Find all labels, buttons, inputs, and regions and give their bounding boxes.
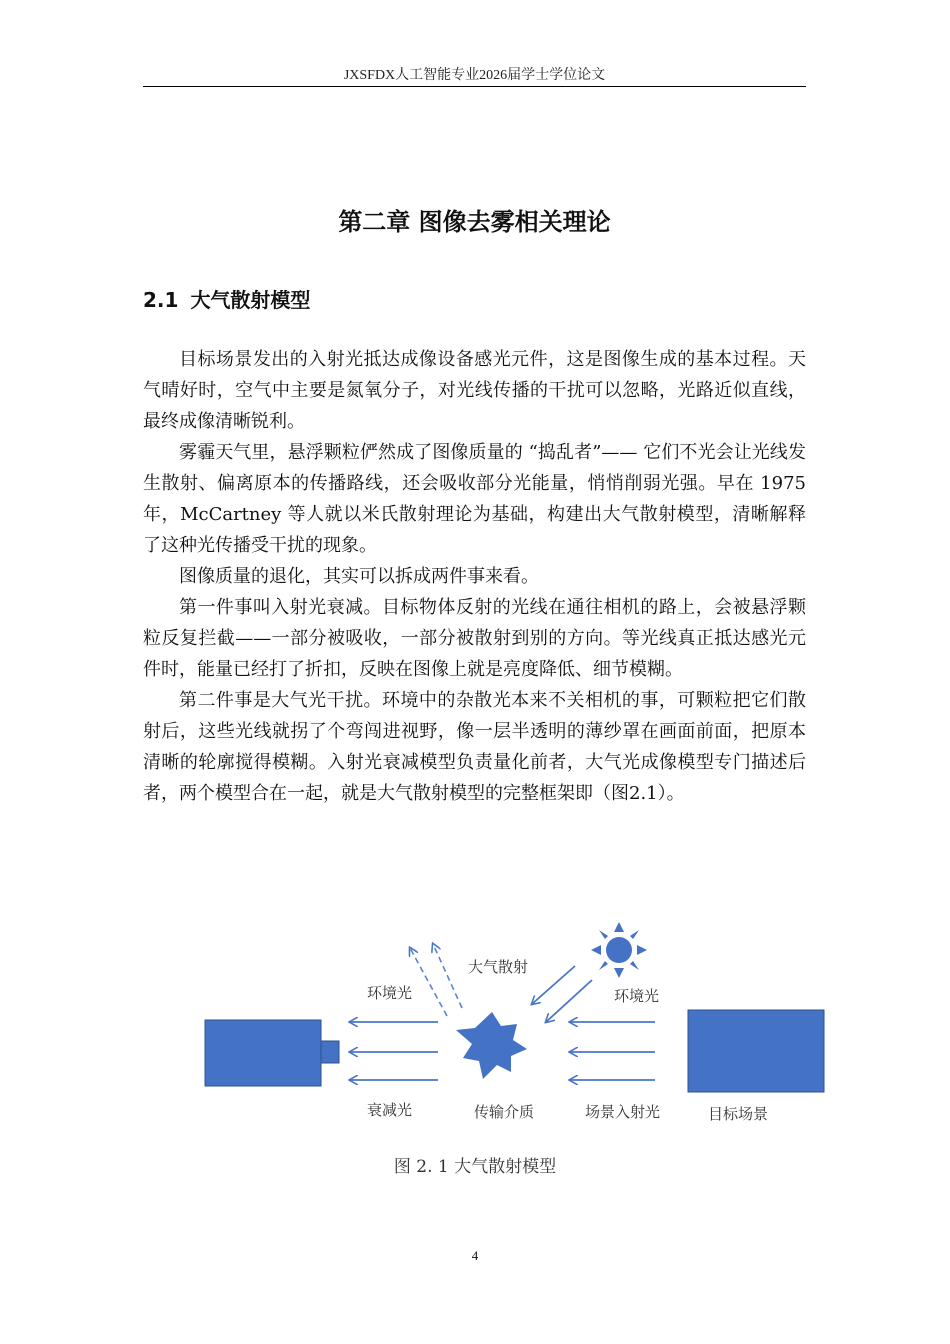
label-target-scene: 目标场景 [708, 1105, 769, 1123]
medium-star-icon [456, 1012, 527, 1079]
paragraph: 图像质量的退化，其实可以拆成两件事来看。 [179, 566, 539, 587]
header-rule [143, 86, 806, 87]
label-ambient-light-left: 环境光 [367, 984, 413, 1002]
section-heading [143, 284, 310, 313]
body-text [143, 344, 806, 809]
figure-caption: 图 2. 1 大气散射模型 [393, 1157, 557, 1177]
sun-icon [591, 922, 647, 978]
paragraph: 目标场景发出的入射光抵达成像设备感光元件，这是图像生成的基本过程。天气晴好时，空气中主要是氮氧分子，对光线传播的干扰可以忽略，光路近似直线，最终成像清晰锐利。 [143, 349, 806, 432]
chapter-title: 第二章 图像去雾相关理论 [338, 208, 611, 236]
running-header: JXSFDX人工智能专业2026届学士学位论文 [343, 68, 606, 83]
label-atmospheric-scattering: 大气散射 [468, 958, 529, 976]
paragraph: 第一件事叫入射光衰减。目标物体反射的光线在通往相机的路上，会被悬浮颗粒反复拦截——一部分被吸收，一部分被散射到别的方向。等光线真正抵达感光元件时，能量已经打了折扣，反映在图像上就是亮度降低、细节模糊。 [143, 597, 806, 680]
page-number: 4 [471, 1248, 479, 1263]
camera-icon [205, 1020, 339, 1086]
label-scene-incident-light: 场景入射光 [585, 1103, 661, 1121]
ambient-arrow [532, 966, 575, 1004]
section-number: 2.1 [143, 288, 179, 312]
label-ambient-light-right: 环境光 [614, 987, 660, 1005]
section-title: 大气散射模型 [190, 288, 311, 312]
scatter-arrow [410, 948, 447, 1016]
paragraph: 第二件事是大气光干扰。环境中的杂散光本来不关相机的事，可颗粒把它们散射后，这些光线就拐了个弯闯进视野，像一层半透明的薄纱罩在画面前面，把原本清晰的轮廓搅得模糊。入射光衰减模型负责量化前者，大气光成像模型专门描述后者，两个模型合在一起，就是大气散射模型的完整框架即（图2.1）。 [143, 690, 806, 804]
label-attenuated-light: 衰减光 [367, 1101, 413, 1119]
paragraph: 雾霾天气里，悬浮颗粒俨然成了图像质量的 “捣乱者”—— 它们不光会让光线发生散射、偏离原本的传播路线，还会吸收部分光能量，悄悄削弱光强。早在 1975 年，McCartney 等人就以米氏散射理论为基础，构建出大气散射模型，清晰解释了这种光传播受干扰的现象。 [143, 442, 806, 556]
label-medium: 传输介质 [474, 1103, 535, 1121]
figure-atmospheric-scattering [0, 880, 950, 1140]
target-scene-box [688, 1010, 824, 1092]
